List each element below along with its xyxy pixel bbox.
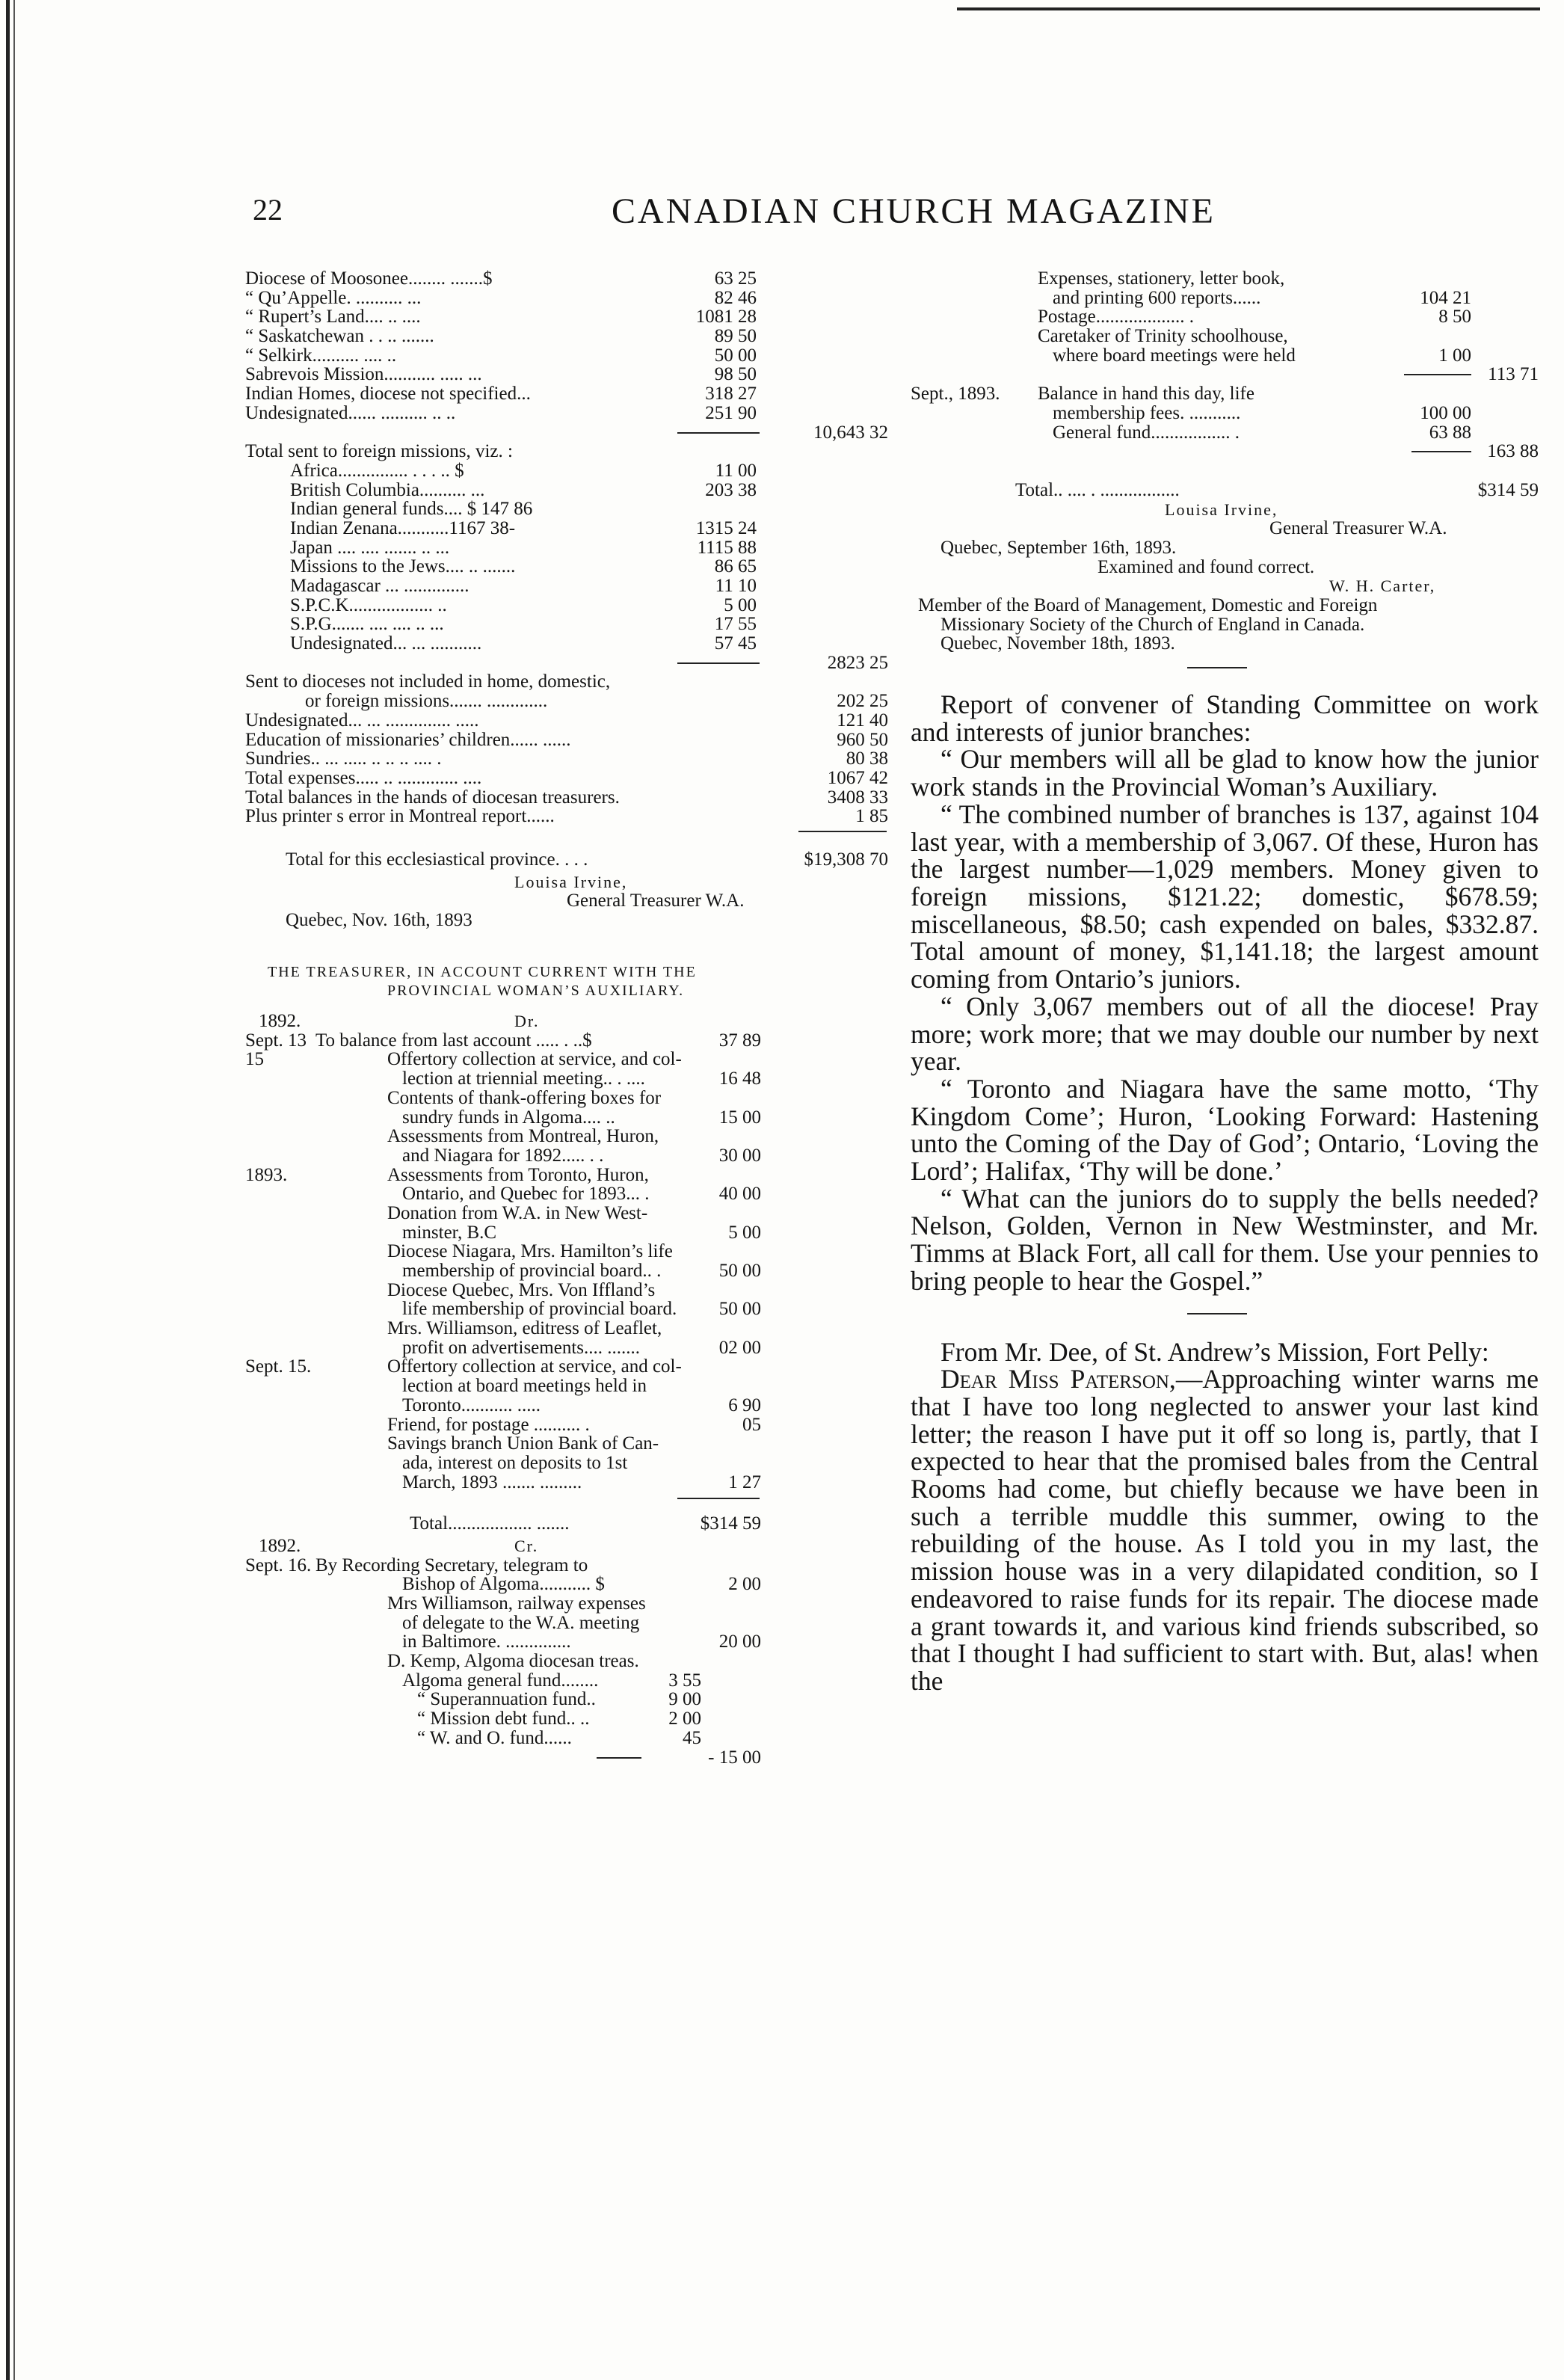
sum-rule [597,1757,641,1759]
entry-label: ada, interest on deposits to 1st [402,1452,628,1473]
debit-entries [245,1031,888,1492]
debit-row [245,1434,888,1454]
account-heading-text-1: THE TREASURER, IN ACCOUNT CURRENT WITH THE [268,963,697,980]
expenditure-row [245,672,888,692]
entry-amount: 98 50 [714,364,757,385]
entry-label: Savings branch Union Bank of Can- [387,1433,659,1454]
junior-branches-report [911,691,1539,1294]
entry-amount: 80 38 [846,748,888,769]
entry-label: lection at triennial meeting.. . .... [402,1068,645,1089]
foreign-heading-text: Total sent to foreign missions, viz. : [245,441,513,462]
entry-label: Contents of thank-offering boxes for [387,1087,662,1108]
entry-label: or foreign missions....... ............. [305,691,548,712]
diocese-row [245,384,888,404]
report-paragraph: “ What can the juniors do to supply the bells needed? Nelson, Golden, Vernon in New Westminster, and Mr. Timms at Black Fort, all call for them. Use your pennies to bring people to hear the Gospel.” [911,1183,1539,1296]
sum-rule [677,662,760,664]
entry-label: profit on advertisements.... ....... [402,1337,640,1358]
entry-label: General fund................. . [1053,422,1240,443]
page-number: 22 [253,193,283,227]
debit-row [245,1377,888,1396]
debit-row [245,1031,888,1051]
entry-label: Donation from W.A. in New West- [387,1202,648,1223]
entry-label: Sent to dioceses not included in home, domestic, [245,671,611,692]
debit-row [245,1357,888,1377]
entry-label: Indian general funds.... $ 147 86 [290,499,533,520]
foreign-mission-row [245,596,888,615]
credit-label: Cr. [514,1536,539,1555]
credit-row [245,1594,888,1614]
entry-label: where board meetings were held [1053,345,1296,366]
foreign-total-line [245,654,888,673]
foreign-mission-row [245,481,888,500]
debit-row [245,1146,888,1166]
entry-label: lection at board meetings held in [402,1376,647,1397]
debit-row [245,1108,888,1128]
debit-row [245,1281,888,1300]
entry-label: Undesignated...... .......... .. .. [245,402,456,423]
report-paragraph: Report of convener of Standing Committee on work and interests of junior branches: [911,689,1539,747]
foreign-mission-row [245,519,888,538]
debit-row [245,1300,888,1319]
foreign-mission-row [245,576,888,596]
entry-amount: 63 88 [1429,422,1471,443]
entry-label: “ Superannuation fund.. [417,1689,596,1710]
entry-label: Toronto........... ..... [402,1395,541,1415]
entry-label: of delegate to the W.A. meeting [402,1612,640,1633]
entry-amount: 16 48 [718,1068,761,1089]
entry-label: Africa............... . . . .. $ [290,460,464,481]
debit-sum-rule-line [245,1492,888,1511]
expenditure-row [245,769,888,788]
right-signature-name: Louisa Irvine, [1165,499,1278,519]
board-line-1 [911,596,1539,615]
page-edge-line-inner [13,0,15,2380]
entry-label: Indian Homes, diocese not specified... [245,384,531,405]
balance-row [911,404,1539,423]
debit-row [245,1454,888,1473]
credit-row [245,1709,888,1729]
credit-total: - 15 00 [708,1747,761,1768]
debit-row [245,1069,888,1089]
letter-body: —Approaching winter warns me that I have too long neglected to answer your last kind letter; the reason I have put it off so long is, partly, that I expected to hear that the promised bales from the Central Rooms had come, but chiefly because we have been in such a terrible muddle this summer, owing to the rebuilding of the house. As I told you in my last, the mission house was in a very dilapidated condition, so I endeavored to raise funds for its repair. The diocese made a grant towards it, and various kind friends subscribed, so that I thought I had sufficient to start with. But, alas! when the [911,1364,1539,1696]
entry-label: Mrs. Williamson, editress of Leaflet, [387,1318,662,1339]
entry-amount: 3408 33 [827,787,888,808]
entry-label: Mrs Williamson, railway expenses [387,1593,646,1614]
entry-amount: 5 00 [724,594,757,615]
diocese-row [245,269,888,289]
foreign-mission-row [245,461,888,481]
entry-amount: 63 25 [714,268,757,289]
entry-amount: 1081 28 [695,307,757,328]
expense-row [911,307,1539,327]
debit-row [245,1319,888,1338]
examined-line [911,558,1539,577]
expenditure-row [245,749,888,769]
double-rule-line [245,826,888,846]
entry-amount: 1 00 [1438,345,1471,366]
entry-amount: 37 89 [718,1030,761,1051]
debit-row [245,1127,888,1146]
entry-subamount: 9 00 [668,1689,701,1710]
credit-row [245,1614,888,1633]
page-header [253,191,1539,236]
report-paragraph: “ Only 3,067 members out of all the diocese! Pray more; work more; that we may double our number by next year. [911,991,1539,1077]
report-paragraph: “ Our members will all be glad to know how the junior work stands in the Provincial Woman’s Auxiliary. [911,744,1539,802]
expense-row [911,346,1539,366]
expenses-list [911,269,1539,365]
entry-amount: 251 90 [705,402,757,423]
entry-amount: 05 [742,1414,761,1435]
expense-row [911,327,1539,346]
signature-title-line [245,891,888,911]
other-list [245,672,888,826]
entry-amount: 203 38 [705,479,757,500]
entry-label: Offertory collection at service, and col- [387,1049,682,1070]
account-heading-text-2: PROVINCIAL WOMAN’S AUXILIARY. [387,983,685,1000]
entry-label: Friend, for postage .......... . [387,1414,590,1435]
expenditure-row [245,788,888,808]
grand-total-line [911,481,1539,500]
entry-subamount: 2 00 [668,1709,701,1729]
entry-label: S.P.G....... .... .... .. ... [290,614,444,635]
running-head: CANADIAN CHURCH MAGAZINE [612,191,1216,231]
province-total: $19,308 70 [804,849,888,870]
dioceses-total: 10,643 32 [813,422,888,443]
entry-label: Diocese Quebec, Mrs. Von Iffland’s [387,1279,656,1300]
right-signature-name-line [911,500,1539,520]
entry-amount: 15 00 [718,1107,761,1128]
entry-label: Postage................... . [1038,307,1195,328]
entry-amount: 1 85 [855,806,888,827]
entry-date: Sept. 16. [245,1555,312,1575]
report-paragraph: “ The combined number of branches is 137, against 104 last year, with a membership of 3,067. Of these, Huron has the largest number—1,029 members. Money given to foreign missions, $121.22; domestic, $678.59; miscellaneous, $8.50; cash expended on bales, $332.87. Total amount of money, $1,141.18; the largest amount coming from Ontario’s juniors. [911,799,1539,994]
sum-rule [798,831,887,832]
entry-amount: 318 27 [705,384,757,405]
entry-amount: 11 00 [715,460,757,481]
entry-label: Missions to the Jews.... .. ....... [290,556,516,577]
account-heading-1 [245,963,888,983]
credit-row [245,1556,888,1575]
credit-row [245,1729,888,1748]
debit-label: Dr. [514,1012,540,1031]
entry-amount: 17 55 [714,614,757,635]
diocese-row [245,289,888,308]
board-line-2 [911,615,1539,635]
balance-row [911,384,1539,404]
right-signature-place: Quebec, September 16th, 1893. [940,537,1177,558]
credit-entries [245,1556,888,1748]
section-divider [1187,667,1247,668]
entry-label: Expenses, stationery, letter book, [1038,268,1285,289]
entry-label: Offertory collection at service, and col- [387,1356,682,1377]
debit-year: 1892. [259,1011,301,1032]
entry-label: sundry funds in Algoma.... .. [402,1107,615,1128]
entry-label: D. Kemp, Algoma diocesan treas. [387,1651,639,1672]
sum-rule [677,1498,760,1499]
entry-label: Plus printer s error in Montreal report...... [245,806,555,827]
entry-label: life membership of provincial board. [402,1299,677,1320]
account-heading-2 [245,982,888,1001]
board-date-line [911,634,1539,654]
credit-heading [245,1537,888,1556]
entry-amount: 2 00 [728,1574,761,1595]
signature-name-line [245,873,888,892]
entry-label: Undesignated... ... .............. ..... [245,710,479,731]
expenditure-row [245,731,888,750]
debit-row [245,1261,888,1281]
entry-label: Japan .... .... ....... .. ... [290,537,450,558]
entry-label: “ Qu’Appelle. .......... ... [245,287,422,308]
debit-total-line [245,1511,888,1537]
letter [911,1338,1539,1695]
entry-label: “ Selkirk.......... .... .. [245,345,397,366]
diocese-row [245,365,888,384]
credit-row [245,1671,888,1691]
diocese-row [245,307,888,327]
entry-amount: 8 50 [1438,307,1471,328]
entry-amount: 57 45 [714,633,757,654]
right-signature-place-line [911,538,1539,558]
foreign-mission-row [245,634,888,654]
diocese-row [245,346,888,366]
letter-salutation: Dear Miss Paterson, [940,1364,1176,1395]
auditor-line [911,576,1539,596]
credit-row [245,1632,888,1652]
report-paragraph: “ Toronto and Niagara have the same motto, ‘Thy Kingdom Come’; Huron, ‘Looking Forward: Hastening unto the Coming of the Day of God’; Ontario, ‘Loving the Lord’; Halifax, ‘Thy will be done.’ [911,1073,1539,1187]
debit-row [245,1242,888,1261]
entry-amount: 6 90 [728,1395,761,1415]
entry-label: Education of missionaries’ children...... ...... [245,729,571,750]
entry-date: 1893. [245,1164,288,1185]
right-column [911,269,1539,1695]
debit-heading [245,1012,888,1031]
expenditure-row [245,807,888,826]
debit-row [245,1089,888,1108]
foreign-mission-row [245,615,888,634]
debit-row [245,1050,888,1069]
entry-label: Assessments from Montreal, Huron, [387,1126,659,1147]
signature-place-line [245,911,888,930]
province-total-label: Total for this ecclesiastical province. . . . [286,849,588,870]
entry-date: Sept., 1893. [911,384,1000,405]
entry-amount: 104 21 [1420,287,1471,308]
debit-row [245,1184,888,1204]
expenditure-row [245,692,888,711]
entry-label: Diocese Niagara, Mrs. Hamilton’s life [387,1241,673,1262]
expenses-total: 113 71 [1488,364,1539,385]
sum-rule [1411,451,1471,452]
expense-row [911,269,1539,289]
sum-rule [1404,374,1471,375]
letter-intro: From Mr. Dee, of St. Andrew’s Mission, Fort Pelly: [940,1336,1489,1367]
entry-amount: 960 50 [837,729,888,750]
entry-label: Algoma general fund........ [402,1670,599,1691]
entry-subamount: 3 55 [668,1670,701,1691]
foreign-mission-row [245,499,888,519]
diocese-row [245,327,888,346]
debit-row [245,1415,888,1435]
entry-label: Madagascar ... .............. [290,576,469,596]
top-rule [957,7,1540,10]
expense-row [911,289,1539,308]
entry-date: 15 [245,1049,264,1070]
entry-subamount: 45 [683,1727,701,1748]
entry-label: Undesignated... ... ........... [290,633,482,654]
entry-amount: 121 40 [837,710,888,731]
entry-amount: 40 00 [718,1184,761,1205]
entry-label: and Niagara for 1892..... . . [402,1145,604,1166]
credit-total-line [245,1748,888,1768]
entry-label: “ Saskatchewan . . .. ....... [245,326,434,347]
entry-label: “ Mission debt fund.. .. [417,1709,590,1729]
expenses-total-line [911,365,1539,384]
entry-amount: 50 00 [718,1261,761,1281]
credit-row [245,1575,888,1594]
entry-label: Ontario, and Quebec for 1893... . [402,1184,650,1205]
foreign-list [245,461,888,654]
section-divider [1187,1313,1247,1314]
debit-total-label: Total.................. ....... [410,1513,570,1534]
foreign-heading [245,442,888,461]
entry-label: Bishop of Algoma........... $ [402,1574,605,1595]
entry-amount: 82 46 [714,287,757,308]
entry-amount: 50 00 [718,1299,761,1320]
debit-row [245,1166,888,1185]
entry-label: Total expenses..... .. ............. .... [245,767,482,788]
entry-amount: 30 00 [718,1145,761,1166]
debit-row [245,1396,888,1415]
balance-total-line [911,442,1539,461]
entry-label: “ W. and O. fund...... [417,1727,572,1748]
entry-amount: 1315 24 [695,517,757,538]
page-edge-line [6,0,10,2380]
entry-amount: 50 00 [714,345,757,366]
expenditure-row [245,711,888,731]
entry-date: Sept. 13 [245,1030,307,1051]
entry-label: S.P.C.K.................. .. [290,594,447,615]
right-signature-title: General Treasurer W.A. [1269,518,1447,539]
dioceses-total-line [245,423,888,443]
entry-amount: 1067 42 [827,767,888,788]
debit-row [245,1473,888,1492]
debit-row [245,1223,888,1243]
entry-label: Indian Zenana...........1167 38- [290,517,516,538]
entry-label: in Baltimore. .............. [402,1632,571,1652]
entry-amount: 02 00 [718,1337,761,1358]
entry-label: March, 1893 ....... ......... [402,1472,582,1492]
signature-name: Louisa Irvine, [514,872,628,891]
balance-list [911,384,1539,442]
entry-amount: 1115 88 [697,537,757,558]
foreign-mission-row [245,538,888,558]
board-text-2: Missionary Society of the Church of England in Canada. [940,614,1365,635]
debit-total: $314 59 [700,1513,761,1534]
balance-total: 163 88 [1487,441,1539,462]
entry-label: Assessments from Toronto, Huron, [387,1164,649,1185]
entry-label: and printing 600 reports...... [1053,287,1261,308]
entry-amount: 202 25 [837,691,888,712]
entry-label: Balance in hand this day, life [1038,384,1254,405]
left-column [245,269,888,1767]
entry-label: membership of provincial board.. . [402,1261,662,1281]
entry-label: membership fees. ........... [1053,402,1241,423]
credit-year: 1892. [259,1535,301,1556]
board-text-1: Member of the Board of Management, Domestic and Foreign [918,595,1378,615]
sum-rule [677,432,760,434]
entry-label: Total balances in the hands of diocesan treasurers. [245,787,620,808]
entry-amount: 100 00 [1420,402,1471,423]
entry-label: Sundries.. ... ..... .. .. .. .... . [245,748,442,769]
right-signature-title-line [911,519,1539,538]
diocese-row [245,404,888,423]
foreign-mission-row [245,557,888,576]
entry-amount: 5 00 [728,1222,761,1243]
entry-amount: 11 10 [715,576,757,596]
grand-total: $314 59 [1477,479,1539,500]
entry-label: British Columbia.......... ... [290,479,485,500]
entry-label: To balance from last account ..... . ..$ [315,1030,592,1051]
entry-label: Diocese of Moosonee........ .......$ [245,268,493,289]
debit-row [245,1204,888,1223]
examined-text: Examined and found correct. [1097,556,1315,577]
letter-body-paragraph [911,1365,1539,1694]
foreign-total: 2823 25 [827,652,888,673]
credit-row [245,1652,888,1671]
grand-total-label: Total.. .... . ................. [1015,479,1180,500]
entry-label: Caretaker of Trinity schoolhouse, [1038,326,1288,347]
credit-row [245,1690,888,1709]
debit-row [245,1338,888,1358]
balance-row [911,423,1539,443]
entry-label: By Recording Secretary, telegram to [315,1555,588,1575]
entry-amount: 89 50 [714,326,757,347]
auditor-name: W. H. Carter, [1329,576,1436,596]
entry-date: Sept. 15. [245,1356,312,1377]
entry-amount: 86 65 [714,556,757,577]
board-date: Quebec, November 18th, 1893. [940,633,1175,654]
signature-title: General Treasurer W.A. [567,891,745,911]
signature-place: Quebec, Nov. 16th, 1893 [286,910,472,930]
entry-label: “ Rupert’s Land.... .. .... [245,307,421,328]
entry-amount: 20 00 [718,1632,761,1652]
entry-label: minster, B.C [402,1222,497,1243]
dioceses-list [245,269,888,423]
province-total-line [245,846,888,873]
entry-amount: 1 27 [728,1472,761,1492]
entry-label: Sabrevois Mission........... ..... ... [245,364,482,385]
